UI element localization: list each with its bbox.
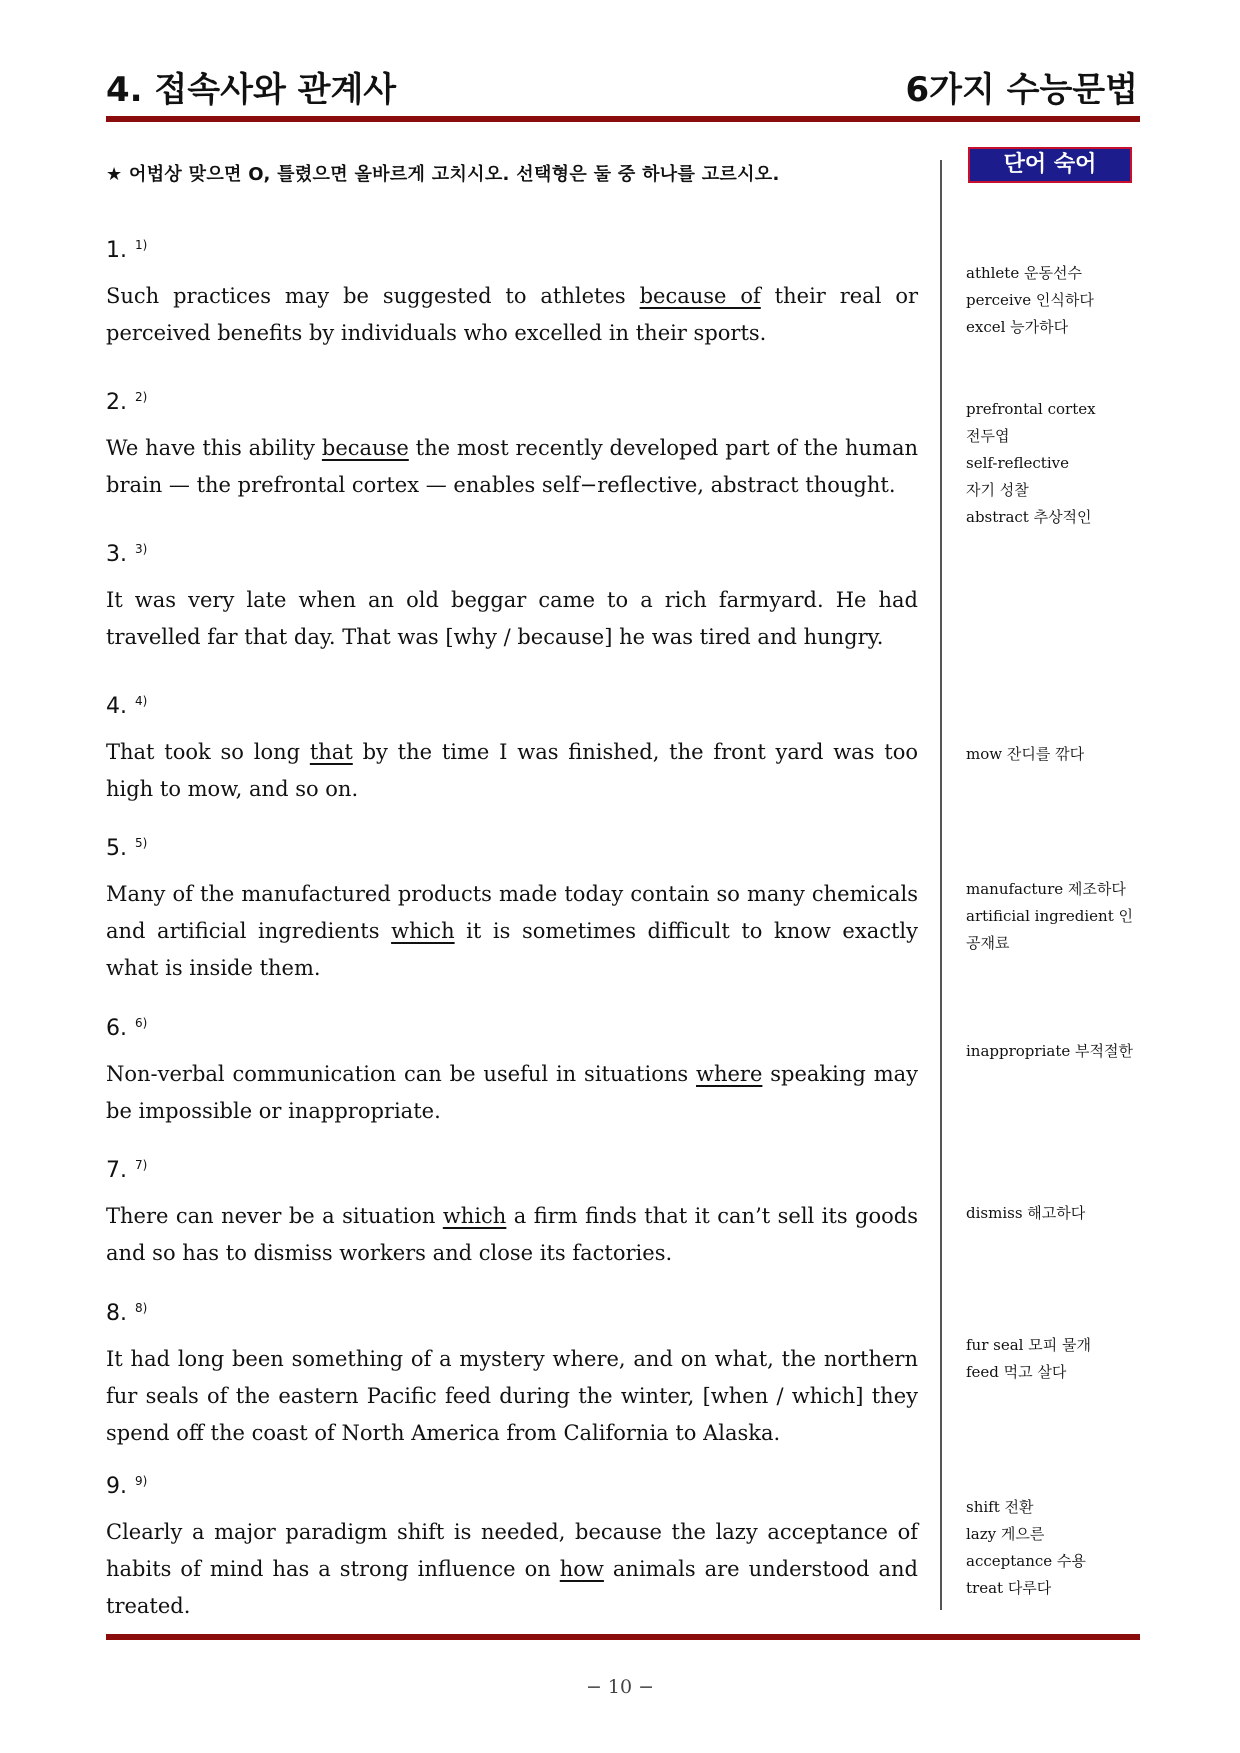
question-number-label: 7. [106,1158,127,1183]
vocab-entry: abstract 추상적인 [966,508,1092,526]
question-sentence: That took so long that by the time I was finished, the front yard was too high to mow, and so on. [106,740,918,801]
vocab-entry: dismiss 해고하다 [966,1204,1086,1222]
vocab-group [966,1494,1146,1602]
question-sentence: It was very late when an old beggar came to a rich farmyard. He had travelled far that day. That was [why / because] he was tired and hungry. [106,588,918,649]
underlined-target: which [442,1204,507,1228]
question-number-label: 1. [106,238,127,263]
vocab-entry: mow 잔디를 깎다 [966,745,1085,763]
page-number: − 10 − [585,1676,655,1698]
vocab-group [966,1038,1146,1065]
footnote-ref: 4) [135,694,148,708]
underlined-target: which [391,919,455,943]
question-sentence: There can never be a situation which a firm finds that it can’t sell its goods and so has to dismiss workers and close its factories. [106,1204,919,1265]
vocab-entry: artificial ingredient 인 [966,907,1133,925]
vocab-entry: 전두엽 [966,427,1010,445]
footnote-ref: 7) [135,1158,148,1172]
footnote-ref: 8) [135,1301,148,1315]
question-item [106,536,918,656]
question-number-label: 5. [106,836,127,861]
footnote-ref: 2) [135,390,148,404]
question-item [106,232,918,352]
footnote-ref: 3) [135,542,148,556]
question-number [106,536,918,568]
question-number [106,384,918,416]
question-sentence: Clearly a major paradigm shift is needed, because the lazy acceptance of habits of mind has a strong influence on how animals are understood and treated. [106,1520,918,1618]
vocab-entry: prefrontal cortex [966,400,1096,418]
vocab-entry: treat 다루다 [966,1579,1052,1597]
footer-rule [106,1634,1140,1640]
vocab-entry: perceive 인식하다 [966,291,1094,309]
question-number-label: 9. [106,1474,127,1499]
vocab-entry: inappropriate 부적절한 [966,1042,1133,1060]
underlined-target: because [321,436,409,460]
question-number [106,688,918,720]
column-divider [940,160,942,1610]
question-number [106,232,918,264]
question-number [106,1010,918,1042]
underlined-target: that [309,740,353,764]
vocab-entry: shift 전환 [966,1498,1034,1516]
vocab-entry: feed 먹고 살다 [966,1363,1067,1381]
underlined-target: how [559,1557,604,1581]
vocab-entry: 공재료 [966,934,1010,952]
underlined-target: where [696,1062,763,1086]
vocab-group [966,1200,1146,1227]
question-item [106,1295,918,1452]
vocab-entry: 자기 성찰 [966,481,1029,499]
instruction-text: ★ 어법상 맞으면 O, 틀렸으면 올바르게 고치시오. 선택형은 둘 중 하나를 고르시오. [106,164,780,185]
vocab-entry: athlete 운동선수 [966,264,1082,282]
vocab-entry: manufacture 제조하다 [966,880,1126,898]
question-sentence: Non-verbal communication can be useful in situations where speaking may be impossible or inappropriate. [106,1062,918,1123]
vocab-group [966,396,1146,531]
footnote-ref: 5) [135,836,148,850]
footnote-ref: 9) [135,1474,148,1488]
question-sentence: Such practices may be suggested to athletes because of their real or perceived benefits by individuals who excelled in their sports. [106,284,918,345]
vocab-box-title: 단어 숙어 [968,147,1132,183]
question-number [106,1152,918,1184]
question-number [106,1468,918,1500]
question-item [106,1152,918,1272]
question-sentence: We have this ability because the most recently developed part of the human brain — the prefrontal cortex — enables self−reflective, abstract thought. [106,436,918,497]
question-item [106,1010,918,1130]
question-item [106,830,918,987]
question-item [106,384,918,504]
vocab-group [966,741,1146,768]
vocab-group [966,260,1146,341]
question-item [106,1468,918,1625]
question-sentence: It had long been something of a mystery where, and on what, the northern fur seals of the eastern Pacific feed during the winter, [when / which] they spend off the coast of North America from California to Alaska. [106,1347,918,1445]
question-number-label: 2. [106,390,127,415]
footnote-ref: 1) [135,238,148,252]
vocab-entry: fur seal 모피 물개 [966,1336,1091,1354]
question-item [106,688,918,808]
question-number [106,830,918,862]
vocab-group [966,1332,1146,1386]
question-number-label: 6. [106,1016,127,1041]
question-number-label: 8. [106,1301,127,1326]
question-number-label: 3. [106,542,127,567]
header-rule [106,116,1140,122]
question-number-label: 4. [106,694,127,719]
vocab-entry: self-reflective [966,454,1069,472]
question-number [106,1295,918,1327]
footnote-ref: 6) [135,1016,148,1030]
vocab-group [966,876,1146,957]
vocab-entry: excel 능가하다 [966,318,1069,336]
vocab-entry: acceptance 수용 [966,1552,1086,1570]
chapter-title: 4. 접속사와 관계사 [106,70,397,110]
book-title: 6가지 수능문법 [905,70,1138,110]
vocab-entry: lazy 게으른 [966,1525,1045,1543]
underlined-target: because of [639,284,761,308]
question-sentence: Many of the manufactured products made today contain so many chemicals and artificial ingredients which it is sometimes difficult to know exactly what is inside them. [106,882,918,980]
